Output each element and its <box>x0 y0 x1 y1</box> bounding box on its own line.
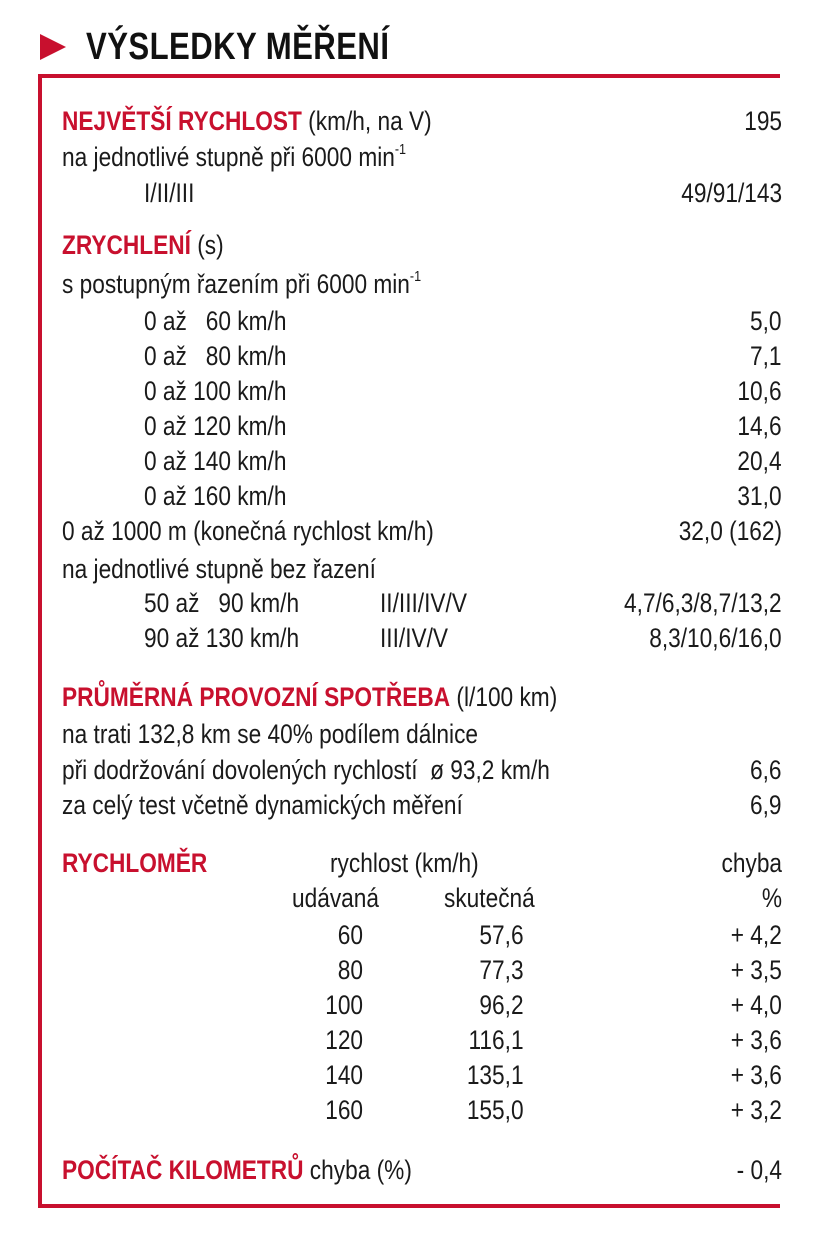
top-speed-heading: NEJVĚTŠÍ RYCHLOST <box>62 106 302 136</box>
acceleration-unit: (s) <box>197 230 224 260</box>
actual-value: 96,2 <box>479 990 524 1020</box>
indicated-value: 120 <box>325 1025 363 1055</box>
elastic-row <box>62 621 782 655</box>
indicated-value: 60 <box>337 920 363 950</box>
odometer-value: - 0,4 <box>736 1155 782 1185</box>
consumption-route-line <box>62 717 782 751</box>
legal-label: při dodržování dovolených rychlostí ø 93,2 km/h <box>62 755 550 785</box>
speedometer-row <box>62 1093 782 1127</box>
page-title: VÝSLEDKY MĚŘENÍ <box>86 25 390 68</box>
indicated-value: 80 <box>337 955 363 985</box>
indicated-value: 140 <box>325 1060 363 1090</box>
top-speed-row <box>62 104 782 138</box>
total-label: za celý test včetně dynamických měření <box>62 790 463 820</box>
indicated-value: 160 <box>325 1095 363 1125</box>
elastic-label: 50 až 90 km/h <box>144 588 300 618</box>
triangle-icon <box>40 34 66 60</box>
error-value: + 3,5 <box>730 955 782 985</box>
actual-value: 57,6 <box>479 920 524 950</box>
speedometer-row <box>62 1058 782 1092</box>
consumption-heading-row <box>62 680 782 714</box>
elastic-gears: II/III/IV/V <box>380 588 467 618</box>
top-speed-gears-row <box>62 176 782 210</box>
speedometer-row <box>62 988 782 1022</box>
total-value: 6,9 <box>750 790 782 820</box>
speedometer-row <box>62 1023 782 1057</box>
acceleration-row <box>62 479 782 513</box>
error-value: + 3,6 <box>730 1060 782 1090</box>
acceleration-km-row <box>62 514 782 548</box>
elastic-value: 8,3/10,6/16,0 <box>649 623 782 653</box>
elastic-gears: III/IV/V <box>380 623 449 653</box>
km-label: 0 až 1000 m (konečná rychlost km/h) <box>62 516 434 546</box>
acceleration-label: 0 až 160 km/h <box>144 481 287 511</box>
actual-value: 135,1 <box>467 1060 524 1090</box>
route-line-text: na trati 132,8 km se 40% podílem dálnice <box>62 719 479 749</box>
percent-subheader: % <box>761 883 782 913</box>
legal-value: 6,6 <box>750 755 782 785</box>
acceleration-value: 7,1 <box>750 341 782 371</box>
elastic-line-text: na jednotlivé stupně bez řazení <box>62 554 376 584</box>
elastic-line <box>62 552 782 586</box>
speedometer-row <box>62 953 782 987</box>
acceleration-value: 10,6 <box>737 376 782 406</box>
gears-label: I/II/III <box>144 178 195 208</box>
speedometer-subheader-row <box>62 881 782 915</box>
acceleration-row <box>62 304 782 338</box>
speedometer-heading-row <box>62 846 782 880</box>
gears-line-sup: -1 <box>394 141 407 158</box>
odometer-heading: POČÍTAČ KILOMETRŮ <box>62 1155 304 1185</box>
elastic-value: 4,7/6,3/8,7/13,2 <box>624 588 782 618</box>
consumption-total-row <box>62 788 782 822</box>
odometer-unit: chyba (%) <box>309 1155 412 1185</box>
acceleration-label: 0 až 100 km/h <box>144 376 287 406</box>
acceleration-heading-row <box>62 228 782 262</box>
actual-value: 155,0 <box>467 1095 524 1125</box>
acceleration-value: 14,6 <box>737 411 782 441</box>
actual-subheader: skutečná <box>444 883 535 913</box>
page-header <box>40 22 456 72</box>
acceleration-row <box>62 374 782 408</box>
elastic-row <box>62 586 782 620</box>
top-speed-unit: (km/h, na V) <box>308 106 432 136</box>
actual-value: 116,1 <box>468 1025 524 1055</box>
acceleration-value: 5,0 <box>750 306 782 336</box>
indicated-subheader: udávaná <box>292 883 380 913</box>
acceleration-shift-line <box>62 267 782 301</box>
error-value: + 3,6 <box>730 1025 782 1055</box>
acceleration-label: 0 až 140 km/h <box>144 446 287 476</box>
consumption-legal-row <box>62 753 782 787</box>
error-column-header: chyba <box>721 848 782 878</box>
error-value: + 4,0 <box>730 990 782 1020</box>
odometer-row <box>62 1153 782 1187</box>
elastic-label: 90 až 130 km/h <box>144 623 300 653</box>
gears-line-text: na jednotlivé stupně při 6000 min <box>62 142 395 172</box>
speed-column-header: rychlost (km/h) <box>330 848 479 878</box>
acceleration-value: 20,4 <box>737 446 782 476</box>
consumption-heading: PRŮMĚRNÁ PROVOZNÍ SPOTŘEBA <box>62 682 451 712</box>
error-value: + 3,2 <box>730 1095 782 1125</box>
acceleration-label: 0 až 60 km/h <box>144 306 287 336</box>
speedometer-row <box>62 918 782 952</box>
indicated-value: 100 <box>325 990 363 1020</box>
top-speed-gears-line <box>62 140 782 174</box>
gears-value: 49/91/143 <box>681 178 782 208</box>
acceleration-label: 0 až 120 km/h <box>144 411 287 441</box>
acceleration-heading: ZRYCHLENÍ <box>62 230 191 260</box>
top-speed-value: 195 <box>744 106 782 136</box>
acceleration-row <box>62 339 782 373</box>
error-value: + 4,2 <box>730 920 782 950</box>
km-value: 32,0 (162) <box>678 516 782 546</box>
shift-line-text: s postupným řazením při 6000 min <box>62 269 410 299</box>
acceleration-label: 0 až 80 km/h <box>144 341 287 371</box>
speedometer-heading: RYCHLOMĚR <box>62 848 208 878</box>
acceleration-value: 31,0 <box>737 481 782 511</box>
acceleration-row <box>62 444 782 478</box>
actual-value: 77,3 <box>479 955 524 985</box>
shift-line-sup: -1 <box>409 268 422 285</box>
consumption-unit: (l/100 km) <box>456 682 558 712</box>
acceleration-row <box>62 409 782 443</box>
